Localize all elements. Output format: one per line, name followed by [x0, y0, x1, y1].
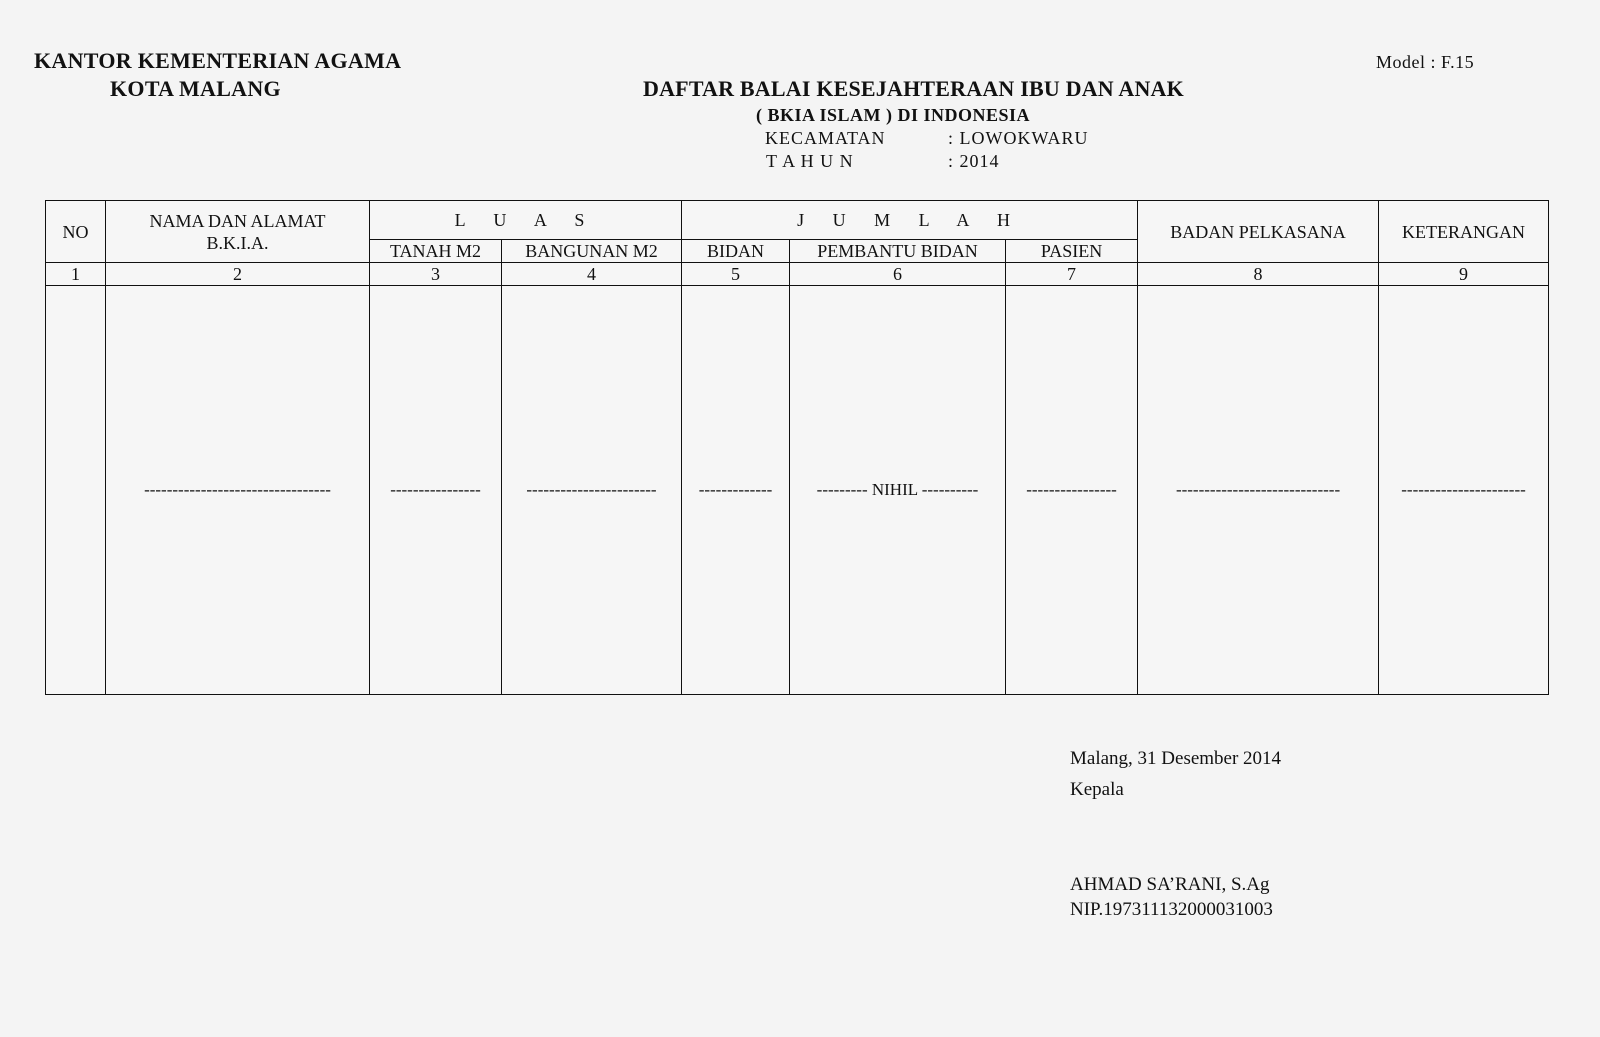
- kecamatan-value: : LOWOKWARU: [948, 128, 1089, 148]
- column-number-row: [46, 263, 1549, 286]
- cell-bidan: -------------: [682, 286, 790, 695]
- cell-pasien: ----------------: [1006, 286, 1138, 695]
- column-number: 2: [106, 263, 370, 286]
- bkia-table: [45, 200, 1549, 695]
- column-number: 4: [502, 263, 682, 286]
- header-badan-pelkasana: BADAN PELKASANA: [1138, 201, 1379, 263]
- header-bangunan: BANGUNAN M2: [502, 240, 682, 263]
- kecamatan-label: KECAMATAN: [765, 128, 886, 148]
- signature-name: AHMAD SA’RANI, S.Ag: [1070, 874, 1270, 895]
- column-number: 3: [370, 263, 502, 286]
- header-jumlah: [682, 201, 1138, 240]
- header-jumlah-label: J U M L A H: [797, 210, 1022, 230]
- office-city: KOTA MALANG: [110, 76, 281, 101]
- header-pembantu-bidan: PEMBANTU BIDAN: [790, 240, 1006, 263]
- header-pasien: PASIEN: [1006, 240, 1138, 263]
- header-nama-line2: B.K.I.A.: [206, 232, 269, 253]
- header-nama-alamat: [106, 201, 370, 263]
- document-title: DAFTAR BALAI KESEJAHTERAAN IBU DAN ANAK: [643, 76, 1184, 101]
- form-model-label: Model : F.15: [1376, 52, 1475, 72]
- tahun-value: : 2014: [948, 151, 1000, 171]
- cell-keterangan: ----------------------: [1379, 286, 1549, 695]
- cell-bangunan: -----------------------: [502, 286, 682, 695]
- header-no: NO: [46, 201, 106, 263]
- cell-pembantu-bidan: --------- NIHIL ----------: [790, 286, 1006, 695]
- column-number: 9: [1379, 263, 1549, 286]
- table-header-row-1: [46, 201, 1549, 240]
- column-number: 6: [790, 263, 1006, 286]
- cell-no: [46, 286, 106, 695]
- column-number: 1: [46, 263, 106, 286]
- column-number: 8: [1138, 263, 1379, 286]
- column-number: 5: [682, 263, 790, 286]
- header-tanah: TANAH M2: [370, 240, 502, 263]
- cell-badan-pelkasana: -----------------------------: [1138, 286, 1379, 695]
- tahun-label: T A H U N: [766, 151, 854, 171]
- signature-place-date: Malang, 31 Desember 2014: [1070, 748, 1282, 769]
- document-subtitle: ( BKIA ISLAM ) DI INDONESIA: [756, 105, 1031, 125]
- header-bidan: BIDAN: [682, 240, 790, 263]
- signature-position: Kepala: [1070, 779, 1124, 800]
- header-luas-label: L U A S: [454, 210, 597, 230]
- header-keterangan: KETERANGAN: [1379, 201, 1549, 263]
- header-luas: [370, 201, 682, 240]
- cell-nama: ---------------------------------: [106, 286, 370, 695]
- cell-tanah: ----------------: [370, 286, 502, 695]
- signature-nip: NIP.197311132000031003: [1070, 899, 1273, 920]
- column-number: 7: [1006, 263, 1138, 286]
- header-nama-line1: NAMA DAN ALAMAT: [149, 210, 326, 231]
- office-name: KANTOR KEMENTERIAN AGAMA: [34, 48, 402, 73]
- table-row: [46, 286, 1549, 695]
